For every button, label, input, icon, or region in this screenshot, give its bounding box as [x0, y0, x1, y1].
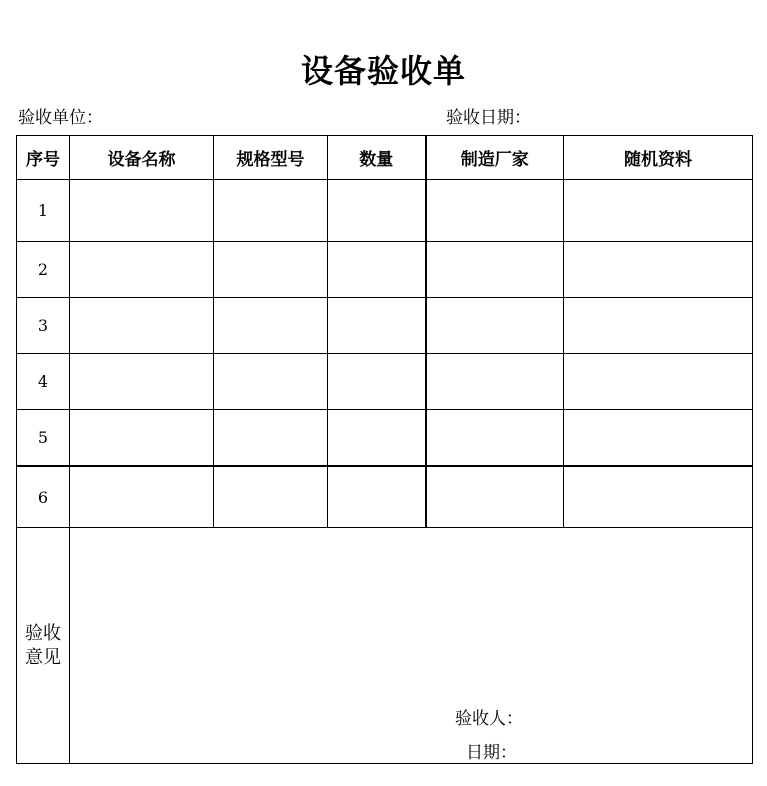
cell-equipment-name[interactable] [70, 466, 214, 528]
inspector-label: 验收人： [455, 709, 523, 729]
table-row [17, 242, 753, 298]
cell-manufacturer[interactable] [426, 180, 564, 242]
form-title: 设备验收单 [300, 52, 466, 90]
cell-quantity[interactable] [328, 466, 426, 528]
opinion-label-line1: 验收 [25, 622, 61, 644]
cell-equipment-name[interactable] [70, 354, 214, 410]
table-row [17, 410, 753, 467]
cell-manufacturer[interactable] [426, 410, 564, 467]
cell-spec-model[interactable] [214, 354, 328, 410]
col-header-index: 序号 [17, 136, 70, 180]
cell-documents[interactable] [564, 298, 753, 354]
col-header-documents: 随机资料 [564, 136, 753, 180]
row-index: 3 [17, 298, 70, 354]
col-header-spec-model: 规格型号 [214, 136, 328, 180]
row-index: 2 [17, 242, 70, 298]
opinion-row [17, 528, 753, 764]
equipment-table [16, 135, 753, 764]
cell-manufacturer[interactable] [426, 242, 564, 298]
acceptance-date-label: 验收日期： [446, 108, 531, 128]
cell-documents[interactable] [564, 242, 753, 298]
cell-manufacturer[interactable] [426, 466, 564, 528]
row-index: 4 [17, 354, 70, 410]
cell-spec-model[interactable] [214, 180, 328, 242]
cell-quantity[interactable] [328, 180, 426, 242]
cell-quantity[interactable] [328, 298, 426, 354]
table-row [17, 180, 753, 242]
table-row [17, 354, 753, 410]
row-index: 1 [17, 180, 70, 242]
cell-documents[interactable] [564, 410, 753, 467]
header-row [17, 136, 753, 180]
table-row [17, 298, 753, 354]
cell-manufacturer[interactable] [426, 354, 564, 410]
row-index: 6 [17, 466, 70, 528]
cell-equipment-name[interactable] [70, 298, 214, 354]
cell-documents[interactable] [564, 180, 753, 242]
cell-quantity[interactable] [328, 410, 426, 467]
cell-equipment-name[interactable] [70, 180, 214, 242]
cell-equipment-name[interactable] [70, 242, 214, 298]
col-header-equipment-name: 设备名称 [70, 136, 214, 180]
opinion-label-line2: 意见 [25, 646, 61, 668]
cell-spec-model[interactable] [214, 410, 328, 467]
cell-quantity[interactable] [328, 242, 426, 298]
cell-manufacturer[interactable] [426, 298, 564, 354]
cell-spec-model[interactable] [214, 298, 328, 354]
opinion-field[interactable] [70, 528, 753, 764]
cell-quantity[interactable] [328, 354, 426, 410]
cell-documents[interactable] [564, 466, 753, 528]
cell-spec-model[interactable] [214, 466, 328, 528]
sign-date-label: 日期： [466, 743, 517, 763]
opinion-label [17, 528, 70, 764]
table-row [17, 466, 753, 528]
cell-equipment-name[interactable] [70, 410, 214, 467]
col-header-manufacturer: 制造厂家 [426, 136, 564, 180]
row-index: 5 [17, 410, 70, 467]
col-header-quantity: 数量 [328, 136, 426, 180]
cell-spec-model[interactable] [214, 242, 328, 298]
cell-documents[interactable] [564, 354, 753, 410]
acceptance-unit-label: 验收单位： [18, 108, 103, 128]
